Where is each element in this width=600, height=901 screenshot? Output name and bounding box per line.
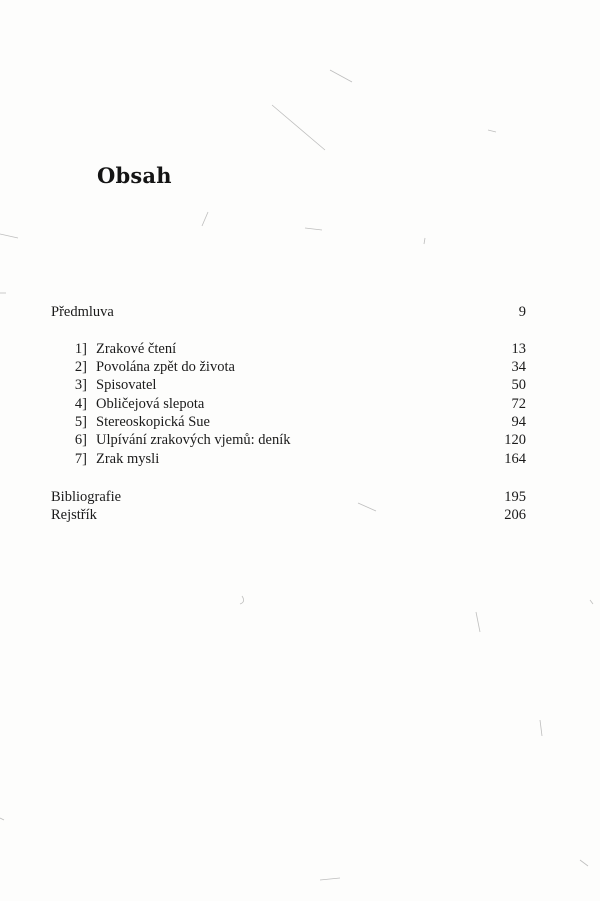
chapter-title: Obličejová slepota (96, 396, 205, 412)
chapter-page: 34 (511, 359, 526, 375)
toc-chapter-5 (51, 413, 526, 431)
toc-chapter-4 (51, 395, 526, 413)
chapter-title: Ulpívání zrakových vjemů: deník (96, 432, 291, 448)
chapter-title: Povolána zpět do života (96, 359, 235, 375)
toc-chapter-7 (51, 450, 526, 468)
toc-entry-index (51, 506, 526, 524)
toc-entry-preface (51, 303, 526, 321)
chapter-title: Zrak mysli (96, 451, 160, 467)
chapter-number: 3] (74, 377, 87, 393)
toc-entry-page: 206 (504, 507, 526, 523)
chapter-number: 6] (74, 432, 87, 448)
toc-chapter-3 (51, 376, 526, 394)
chapter-page: 94 (511, 414, 526, 430)
chapter-title: Stereoskopická Sue (96, 414, 210, 430)
toc-chapter-1 (51, 340, 526, 358)
chapter-page: 120 (504, 432, 526, 448)
chapter-title: Spisovatel (96, 377, 157, 393)
chapter-number: 1] (74, 341, 87, 357)
toc-chapter-2 (51, 358, 526, 376)
chapter-title: Zrakové čtení (96, 341, 177, 357)
chapter-number: 4] (74, 396, 87, 412)
chapter-number: 2] (74, 359, 87, 375)
toc-entry-label: Rejstřík (51, 507, 97, 523)
page-title: Obsah (97, 163, 172, 188)
chapter-number: 7] (74, 451, 87, 467)
chapter-page: 13 (511, 341, 526, 357)
chapter-page: 164 (504, 451, 526, 467)
toc-entry-bibliography (51, 488, 526, 506)
chapter-page: 50 (511, 377, 526, 393)
chapter-page: 72 (511, 396, 526, 412)
chapter-number: 5] (74, 414, 87, 430)
toc-entry-page: 195 (504, 489, 526, 505)
toc-entry-page: 9 (518, 304, 526, 320)
toc-entry-label: Předmluva (51, 304, 114, 320)
toc-chapter-6 (51, 431, 526, 449)
toc-entry-label: Bibliografie (51, 489, 122, 505)
